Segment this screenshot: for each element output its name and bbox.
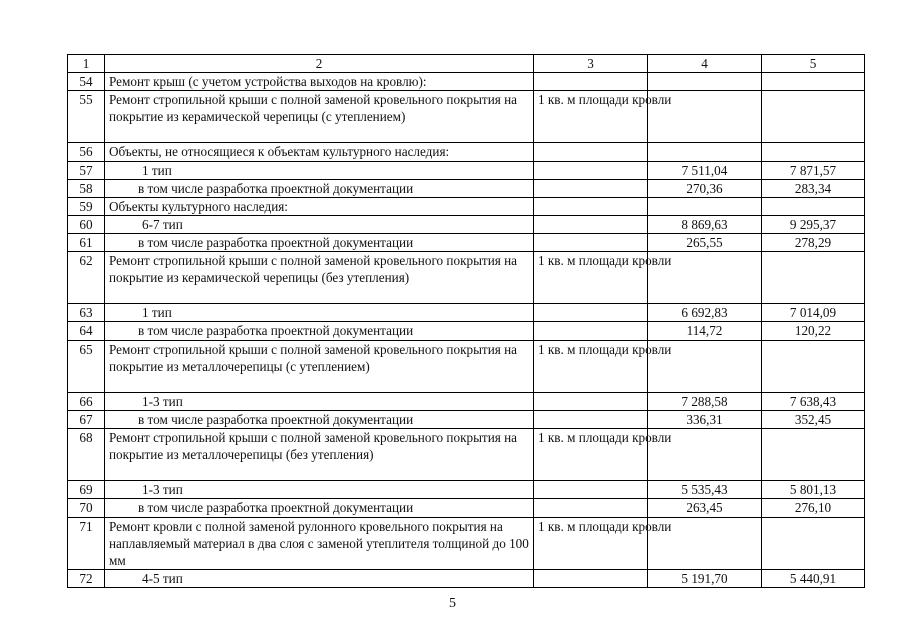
row-value-col4: 336,31 bbox=[648, 410, 762, 428]
row-number: 64 bbox=[68, 322, 105, 340]
table-row bbox=[68, 252, 865, 304]
row-unit bbox=[534, 499, 648, 517]
row-number: 66 bbox=[68, 392, 105, 410]
row-value-col5: 7 871,57 bbox=[762, 161, 865, 179]
table-row bbox=[68, 481, 865, 499]
row-unit: 1 кв. м площади кровли bbox=[534, 91, 648, 143]
table-row bbox=[68, 197, 865, 215]
table-row bbox=[68, 517, 865, 569]
table-row bbox=[68, 304, 865, 322]
row-unit bbox=[534, 215, 648, 233]
row-description: 1 тип bbox=[105, 161, 534, 179]
row-value-col4: 265,55 bbox=[648, 233, 762, 251]
row-value-col5: 7 014,09 bbox=[762, 304, 865, 322]
table-row bbox=[68, 569, 865, 587]
row-number: 59 bbox=[68, 197, 105, 215]
row-value-col4: 5 191,70 bbox=[648, 569, 762, 587]
row-number: 57 bbox=[68, 161, 105, 179]
row-number: 62 bbox=[68, 252, 105, 304]
header-col-5: 5 bbox=[762, 55, 865, 73]
table-row bbox=[68, 392, 865, 410]
row-value-col4: 5 535,43 bbox=[648, 481, 762, 499]
row-value-col4: 114,72 bbox=[648, 322, 762, 340]
row-description: 4-5 тип bbox=[105, 569, 534, 587]
table-row bbox=[68, 91, 865, 143]
row-unit bbox=[534, 197, 648, 215]
row-number: 71 bbox=[68, 517, 105, 569]
table-row bbox=[68, 143, 865, 161]
row-unit: 1 кв. м площади кровли bbox=[534, 517, 648, 569]
table-row bbox=[68, 322, 865, 340]
table-row bbox=[68, 233, 865, 251]
row-unit: 1 кв. м площади кровли bbox=[534, 429, 648, 481]
table-row bbox=[68, 215, 865, 233]
row-unit bbox=[534, 569, 648, 587]
row-unit bbox=[534, 481, 648, 499]
row-number: 54 bbox=[68, 73, 105, 91]
row-description: Ремонт кровли с полной заменой рулонного кровельного покрытия на наплавляемый материал в два слоя с заменой утеплителя толщиной до 100 мм bbox=[105, 517, 534, 569]
row-value-col4 bbox=[648, 73, 762, 91]
table-row bbox=[68, 161, 865, 179]
row-description: Объекты, не относящиеся к объектам культурного наследия: bbox=[105, 143, 534, 161]
row-value-col4: 6 692,83 bbox=[648, 304, 762, 322]
row-description: 1-3 тип bbox=[105, 392, 534, 410]
row-unit bbox=[534, 322, 648, 340]
row-unit bbox=[534, 143, 648, 161]
header-col-3: 3 bbox=[534, 55, 648, 73]
row-description: в том числе разработка проектной документации bbox=[105, 322, 534, 340]
table-row bbox=[68, 73, 865, 91]
table-row bbox=[68, 179, 865, 197]
row-value-col4: 7 288,58 bbox=[648, 392, 762, 410]
header-col-4: 4 bbox=[648, 55, 762, 73]
row-unit: 1 кв. м площади кровли bbox=[534, 252, 648, 304]
row-value-col5: 9 295,37 bbox=[762, 215, 865, 233]
table-row bbox=[68, 429, 865, 481]
page-number: 5 bbox=[449, 596, 456, 611]
row-value-col5: 7 638,43 bbox=[762, 392, 865, 410]
row-value-col5 bbox=[762, 91, 865, 143]
table-row bbox=[68, 340, 865, 392]
row-value-col4: 8 869,63 bbox=[648, 215, 762, 233]
row-description: Ремонт стропильной крыши с полной заменой кровельного покрытия на покрытие из керамической черепицы (с утеплением) bbox=[105, 91, 534, 143]
row-number: 70 bbox=[68, 499, 105, 517]
row-number: 60 bbox=[68, 215, 105, 233]
row-description: 1 тип bbox=[105, 304, 534, 322]
row-number: 65 bbox=[68, 340, 105, 392]
row-description: Ремонт крыш (с учетом устройства выходов на кровлю): bbox=[105, 73, 534, 91]
row-number: 68 bbox=[68, 429, 105, 481]
row-value-col4 bbox=[648, 143, 762, 161]
price-table-body bbox=[68, 55, 865, 588]
table-row bbox=[68, 499, 865, 517]
row-unit bbox=[534, 304, 648, 322]
row-number: 58 bbox=[68, 179, 105, 197]
row-unit bbox=[534, 392, 648, 410]
row-number: 63 bbox=[68, 304, 105, 322]
row-value-col4: 263,45 bbox=[648, 499, 762, 517]
column-number-header bbox=[68, 55, 865, 73]
row-value-col4: 7 511,04 bbox=[648, 161, 762, 179]
row-unit bbox=[534, 233, 648, 251]
row-number: 72 bbox=[68, 569, 105, 587]
row-number: 55 bbox=[68, 91, 105, 143]
row-value-col5 bbox=[762, 517, 865, 569]
row-value-col5: 120,22 bbox=[762, 322, 865, 340]
row-value-col5: 278,29 bbox=[762, 233, 865, 251]
row-unit bbox=[534, 410, 648, 428]
row-description: Ремонт стропильной крыши с полной заменой кровельного покрытия на покрытие из металлочерепицы (без утепления) bbox=[105, 429, 534, 481]
row-value-col5 bbox=[762, 429, 865, 481]
table-row bbox=[68, 410, 865, 428]
row-value-col5: 5 440,91 bbox=[762, 569, 865, 587]
row-number: 56 bbox=[68, 143, 105, 161]
row-value-col5: 5 801,13 bbox=[762, 481, 865, 499]
row-description: в том числе разработка проектной документации bbox=[105, 233, 534, 251]
row-description: в том числе разработка проектной документации bbox=[105, 499, 534, 517]
row-description: в том числе разработка проектной документации bbox=[105, 179, 534, 197]
row-number: 69 bbox=[68, 481, 105, 499]
row-value-col5 bbox=[762, 197, 865, 215]
row-value-col5 bbox=[762, 252, 865, 304]
row-value-col5 bbox=[762, 143, 865, 161]
row-description: Ремонт стропильной крыши с полной заменой кровельного покрытия на покрытие из керамической черепицы (без утепления) bbox=[105, 252, 534, 304]
row-description: в том числе разработка проектной документации bbox=[105, 410, 534, 428]
row-value-col5: 352,45 bbox=[762, 410, 865, 428]
row-description: Ремонт стропильной крыши с полной заменой кровельного покрытия на покрытие из металлочерепицы (с утеплением) bbox=[105, 340, 534, 392]
row-value-col4: 270,36 bbox=[648, 179, 762, 197]
header-col-2: 2 bbox=[105, 55, 534, 73]
row-description: 6-7 тип bbox=[105, 215, 534, 233]
row-value-col4 bbox=[648, 197, 762, 215]
row-unit bbox=[534, 73, 648, 91]
row-description: Объекты культурного наследия: bbox=[105, 197, 534, 215]
row-value-col5: 276,10 bbox=[762, 499, 865, 517]
row-number: 61 bbox=[68, 233, 105, 251]
row-value-col5 bbox=[762, 73, 865, 91]
row-description: 1-3 тип bbox=[105, 481, 534, 499]
row-unit bbox=[534, 179, 648, 197]
header-col-1: 1 bbox=[68, 55, 105, 73]
row-number: 67 bbox=[68, 410, 105, 428]
row-value-col5 bbox=[762, 340, 865, 392]
row-unit: 1 кв. м площади кровли bbox=[534, 340, 648, 392]
price-table bbox=[67, 54, 865, 588]
row-value-col5: 283,34 bbox=[762, 179, 865, 197]
row-unit bbox=[534, 161, 648, 179]
